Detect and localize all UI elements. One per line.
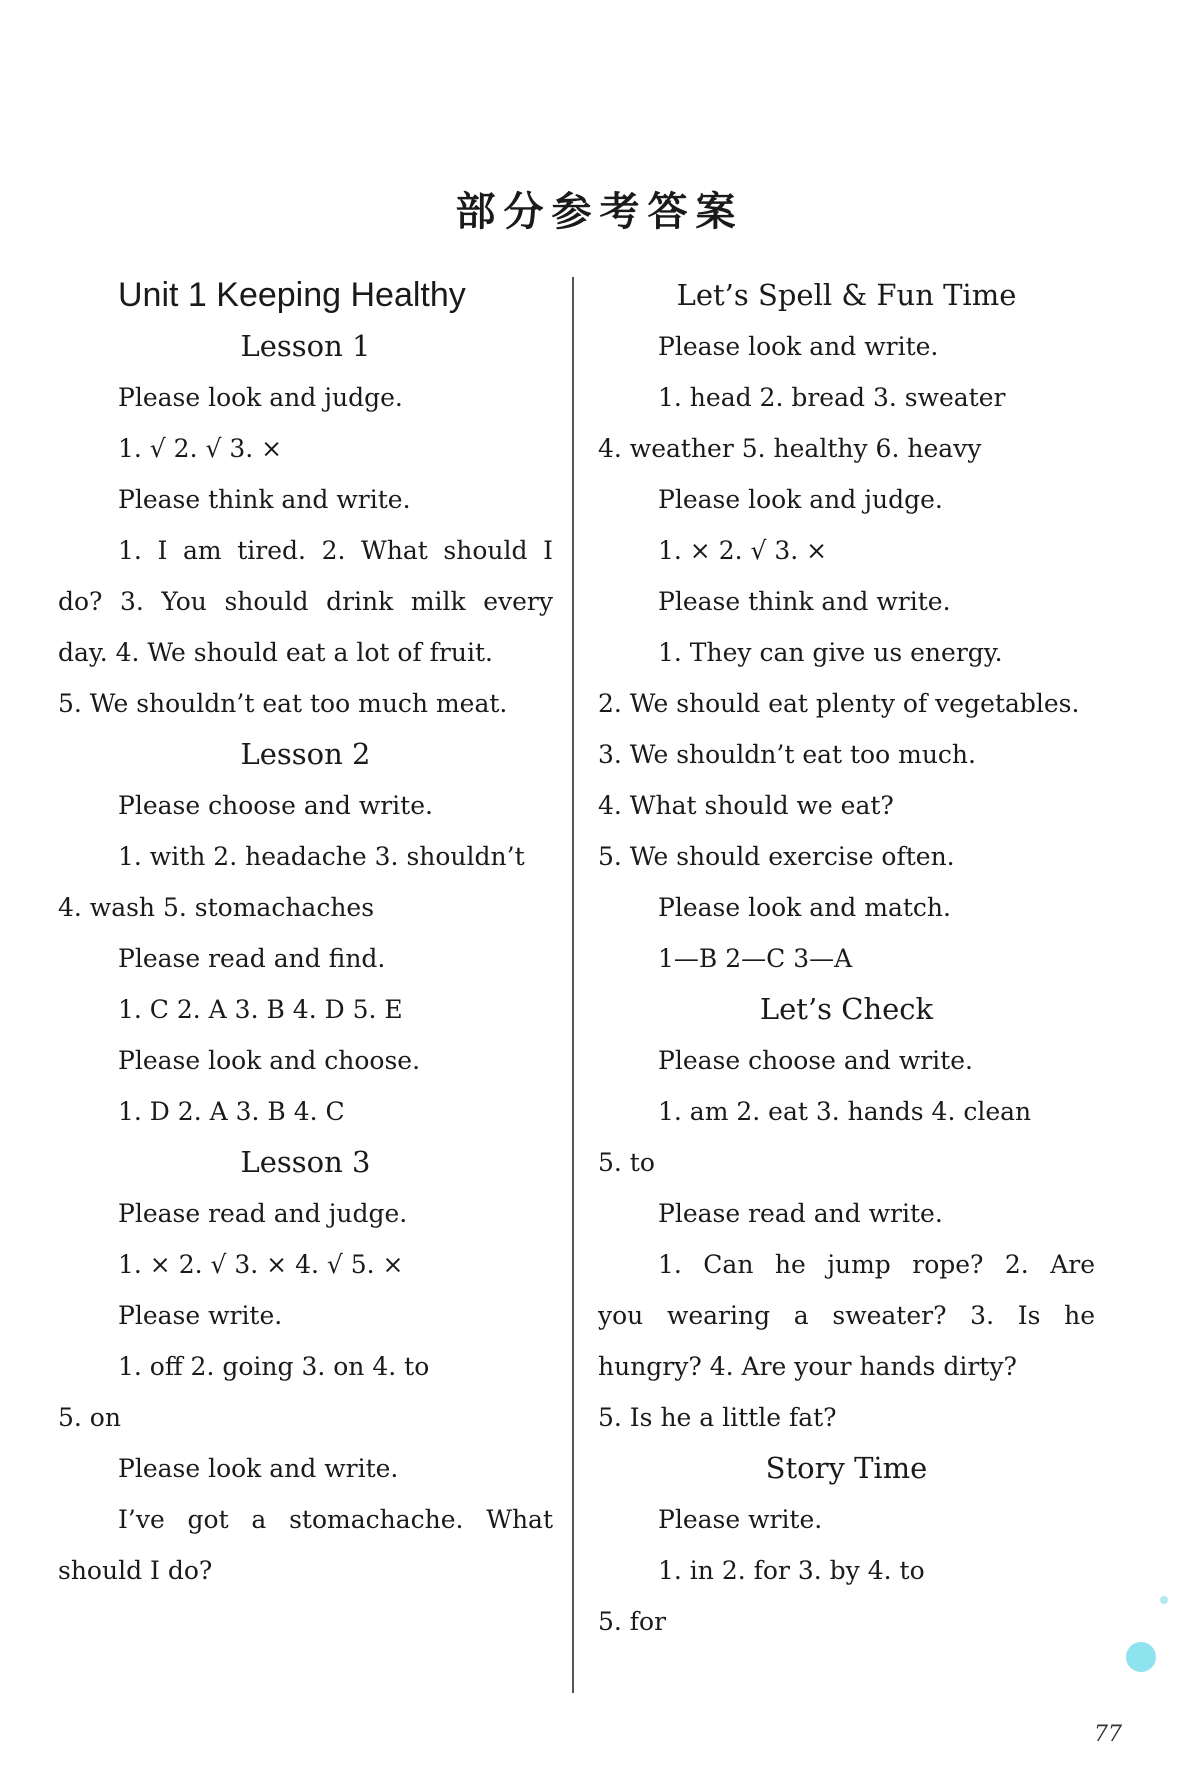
answer-line: Please look and judge. <box>658 485 943 514</box>
answer-line: you wearing a sweater? 3. Is he <box>598 1301 1095 1330</box>
answer-line: Please read and find. <box>118 944 386 973</box>
answer-line: 4. wash 5. stomachaches <box>58 893 375 922</box>
answer-line: 1. with 2. headache 3. shouldn’t <box>118 842 525 871</box>
answer-line: 1. They can give us energy. <box>658 638 1003 667</box>
answer-line: 4. What should we eat? <box>598 791 894 820</box>
answer-line: 1. am 2. eat 3. hands 4. clean <box>658 1097 1032 1126</box>
column-divider <box>572 277 574 1693</box>
answer-line: 1—B 2—C 3—A <box>658 944 853 973</box>
answer-line: 5. to <box>598 1148 655 1177</box>
answer-line: day. 4. We should eat a lot of fruit. <box>58 638 493 667</box>
section-heading: Lesson 2 <box>240 737 371 771</box>
answer-line: do? 3. You should drink milk every <box>58 587 553 616</box>
answer-line: 1. head 2. bread 3. sweater <box>658 383 1006 412</box>
answer-line: Please read and judge. <box>118 1199 408 1228</box>
decorative-dot <box>1126 1642 1156 1672</box>
answer-line: hungry? 4. Are your hands dirty? <box>598 1352 1017 1381</box>
answer-line: 5. We shouldn’t eat too much meat. <box>58 689 508 718</box>
section-heading: Lesson 3 <box>240 1145 371 1179</box>
answer-line: Please write. <box>658 1505 823 1534</box>
answer-line: 1. × 2. √ 3. × 4. √ 5. × <box>118 1250 404 1279</box>
answer-line: Please write. <box>118 1301 283 1330</box>
answer-line: Please read and write. <box>658 1199 943 1228</box>
section-heading: Let’s Spell & Fun Time <box>676 278 1017 312</box>
answer-line: 5. Is he a little fat? <box>598 1403 837 1432</box>
answer-line: Please look and write. <box>118 1454 399 1483</box>
page-title: 部分参考答案 <box>455 189 744 235</box>
answer-line: Please choose and write. <box>658 1046 973 1075</box>
answer-line: 1. Can he jump rope? 2. Are <box>658 1250 1095 1279</box>
answer-line: 1. × 2. √ 3. × <box>658 536 828 565</box>
unit-title: Unit 1 Keeping Healthy <box>118 276 466 314</box>
answer-line: 1. I am tired. 2. What should I <box>118 536 553 565</box>
answer-line: 1. √ 2. √ 3. × <box>118 434 283 463</box>
answer-line: Please look and judge. <box>118 383 403 412</box>
answer-line: Please think and write. <box>118 485 411 514</box>
answer-line: 5. on <box>58 1403 121 1432</box>
answer-line: 1. C 2. A 3. B 4. D 5. E <box>118 995 403 1024</box>
answer-line: 1. in 2. for 3. by 4. to <box>658 1556 925 1585</box>
answer-line: I’ve got a stomachache. What <box>118 1505 553 1534</box>
answer-line: should I do? <box>58 1556 213 1585</box>
answer-line: 2. We should eat plenty of vegetables. <box>598 689 1080 718</box>
section-heading: Lesson 1 <box>240 329 371 363</box>
answer-line: 5. for <box>598 1607 667 1636</box>
answer-line: 4. weather 5. healthy 6. heavy <box>598 434 982 463</box>
answer-line: 5. We should exercise often. <box>598 842 955 871</box>
decorative-dot <box>1160 1596 1168 1604</box>
section-heading: Story Time <box>765 1451 928 1485</box>
right-column <box>598 270 1095 1647</box>
answer-line: 3. We shouldn’t eat too much. <box>598 740 976 769</box>
answer-line: Please think and write. <box>658 587 951 616</box>
answer-line: 1. off 2. going 3. on 4. to <box>118 1352 430 1381</box>
answer-line: 1. D 2. A 3. B 4. C <box>118 1097 345 1126</box>
page-number: 77 <box>1094 1722 1122 1747</box>
answer-line: Please look and choose. <box>118 1046 421 1075</box>
left-column <box>58 270 553 1596</box>
answer-line: Please choose and write. <box>118 791 433 820</box>
section-heading: Let’s Check <box>759 992 934 1026</box>
answer-line: Please look and write. <box>658 332 939 361</box>
answer-line: Please look and match. <box>658 893 951 922</box>
